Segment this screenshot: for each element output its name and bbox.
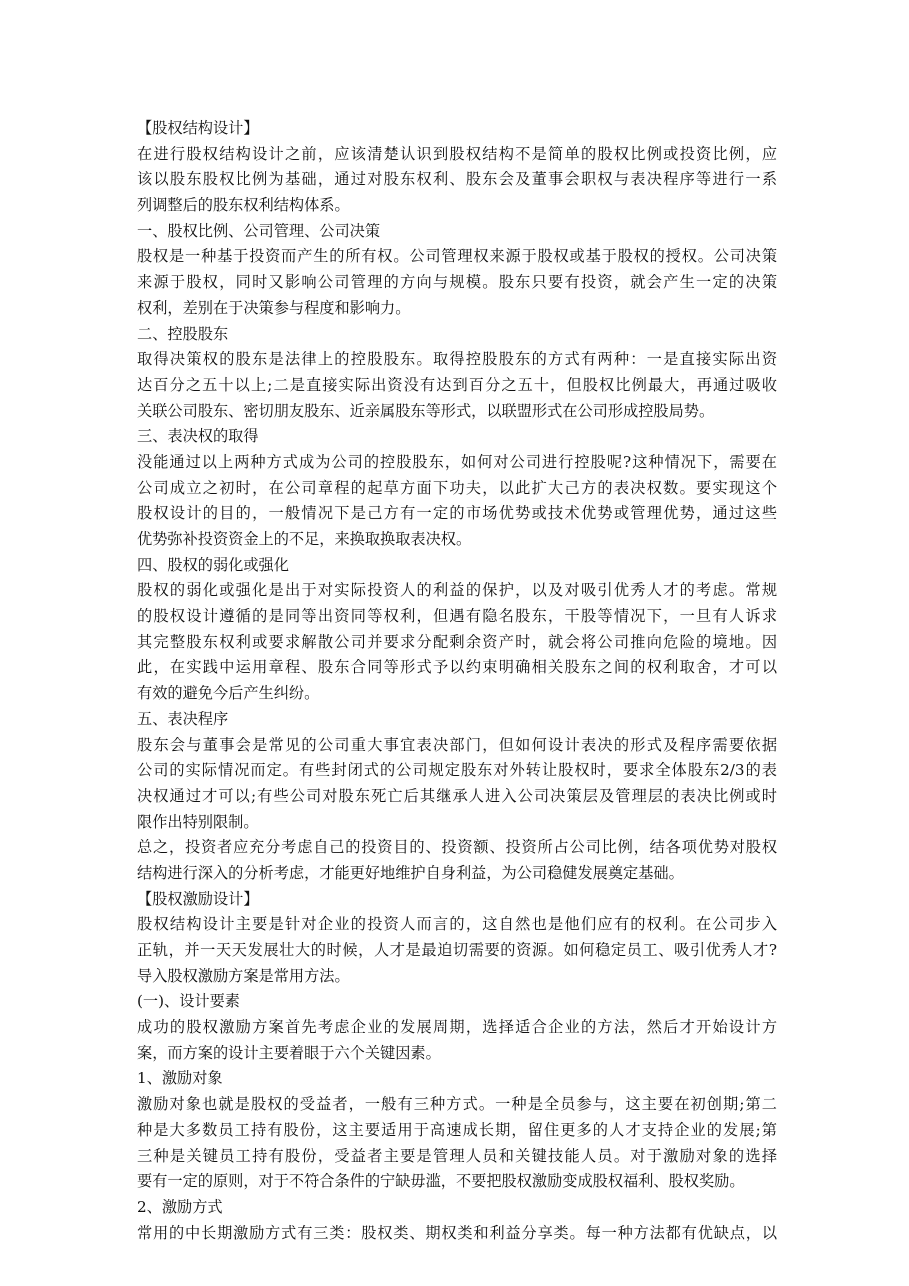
text-line: 公司成立之初时，在公司章程的起草方面下功夫，以此扩大己方的表决权数。要实现这个: [137, 478, 777, 497]
text-line: 激励对象也就是股权的受益者，一般有三种方式。一种是全员参与，这主要在初创期;第二: [137, 1095, 777, 1114]
text-line: 股权的弱化或强化是出于对实际投资人的利益的保护，以及对吸引优秀人才的考虑。常规: [137, 581, 777, 600]
text-line: 二、控股股东: [137, 324, 229, 343]
text-line: 正轨，并一天天发展壮大的时候，人才是最迫切需要的资源。如何稳定员工、吸引优秀人才?: [137, 941, 777, 959]
text-line: 权利，差别在于决策参与程度和影响力。: [137, 298, 411, 317]
text-line: 有效的避免今后产生纠纷。: [137, 684, 320, 703]
text-line: 取得决策权的股东是法律上的控股股东。取得控股股东的方式有两种：一是直接实际出资: [137, 350, 777, 369]
text-line: 【股权结构设计】: [137, 119, 259, 137]
text-line: 此，在实践中运用章程、股东合同等形式予以约束明确相关股东之间的权利取舍，才可以: [137, 658, 777, 677]
text-line: 三、表决权的取得: [137, 427, 259, 446]
text-line: 导入股权激励方案是常用方法。: [137, 966, 350, 985]
text-line: 股权设计的目的，一般情况下是己方有一定的市场优势或技术优势或管理优势，通过这些: [137, 504, 777, 523]
text-line: 股权是一种基于投资而产生的所有权。公司管理权来源于股权或基于股权的授权。公司决策: [137, 247, 777, 266]
text-line: 列调整后的股东权利结构体系。: [137, 196, 350, 215]
text-line: 结构进行深入的分析考虑，才能更好地维护自身利益，为公司稳健发展奠定基础。: [137, 863, 684, 882]
text-line: 种是大多数员工持有股份，这主要适用于高速成长期，留住更多的人才支持企业的发展;第: [137, 1120, 777, 1139]
text-line: 来源于股权，同时又影响公司管理的方向与规模。股东只要有投资，就会产生一定的决策: [137, 273, 777, 292]
text-line: 案，而方案的设计主要着眼于六个关键因素。: [137, 1043, 441, 1062]
text-line: 一、股权比例、公司管理、公司决策: [137, 221, 380, 240]
text-line: 总之，投资者应充分考虑自己的投资目的、投资额、投资所占公司比例，结各项优势对股权: [137, 838, 777, 857]
text-line: 常用的中长期激励方式有三类：股权类、期权类和利益分享类。每一种方法都有优缺点，以: [137, 1223, 777, 1242]
text-line: 成功的股权激励方案首先考虑企业的发展周期，选择适合企业的方法，然后才开始设计方: [137, 1018, 777, 1037]
document-body: [137, 116, 777, 1246]
text-line: 的股权设计遵循的是同等出资同等权利，但遇有隐名股东，干股等情况下，一旦有人诉求: [137, 607, 777, 626]
text-line: 达百分之五十以上;二是直接实际出资没有达到百分之五十，但股权比例最大，再通过吸收: [137, 375, 777, 394]
text-line: 【股权激励设计】: [137, 889, 259, 908]
text-line: 三种是关键员工持有股份，受益者主要是管理人员和关键技能人员。对于激励对象的选择: [137, 1146, 777, 1165]
text-line: 五、表决程序: [137, 709, 229, 728]
text-line: 决权通过才可以;有些公司对股东死亡后其继承人进入公司决策层及管理层的表决比例或时: [137, 786, 777, 805]
text-line: 优势弥补投资资金上的不足，来换取换取表决权。: [137, 530, 472, 548]
text-line: 股权结构设计主要是针对企业的投资人而言的，这自然也是他们应有的权利。在公司步入: [137, 915, 777, 934]
text-line: 1、激励对象: [137, 1069, 223, 1088]
text-line: 公司的实际情况而定。有些封闭式的公司规定股东对外转让股权时，要求全体股东2/3的表: [137, 761, 777, 780]
text-line: 要有一定的原则，对于不符合条件的宁缺毋滥，不要把股权激励变成股权福利、股权奖励。: [137, 1172, 745, 1191]
text-line: 该以股东股权比例为基础，通过对股东权利、股东会及董事会职权与表决程序等进行一系: [137, 170, 777, 189]
text-line: 关联公司股东、密切朋友股东、近亲属股东等形式，以联盟形式在公司形成控股局势。: [137, 401, 715, 420]
text-line: (一)、设计要素: [137, 992, 240, 1011]
text-line: 2、激励方式: [137, 1197, 223, 1216]
text-line: 其完整股东权利或要求解散公司并要求分配剩余资产时，就会将公司推向危险的境地。因: [137, 632, 777, 651]
text-line: 在进行股权结构设计之前，应该清楚认识到股权结构不是简单的股权比例或投资比例，应: [137, 144, 777, 163]
text-line: 股东会与董事会是常见的公司重大事宜表决部门，但如何设计表决的形式及程序需要依据: [137, 735, 777, 754]
text-line: 没能通过以上两种方式成为公司的控股股东，如何对公司进行控股呢?这种情况下，需要在: [137, 452, 777, 471]
text-line: 四、股权的弱化或强化: [137, 555, 289, 574]
text-line: 限作出特别限制。: [137, 812, 259, 831]
